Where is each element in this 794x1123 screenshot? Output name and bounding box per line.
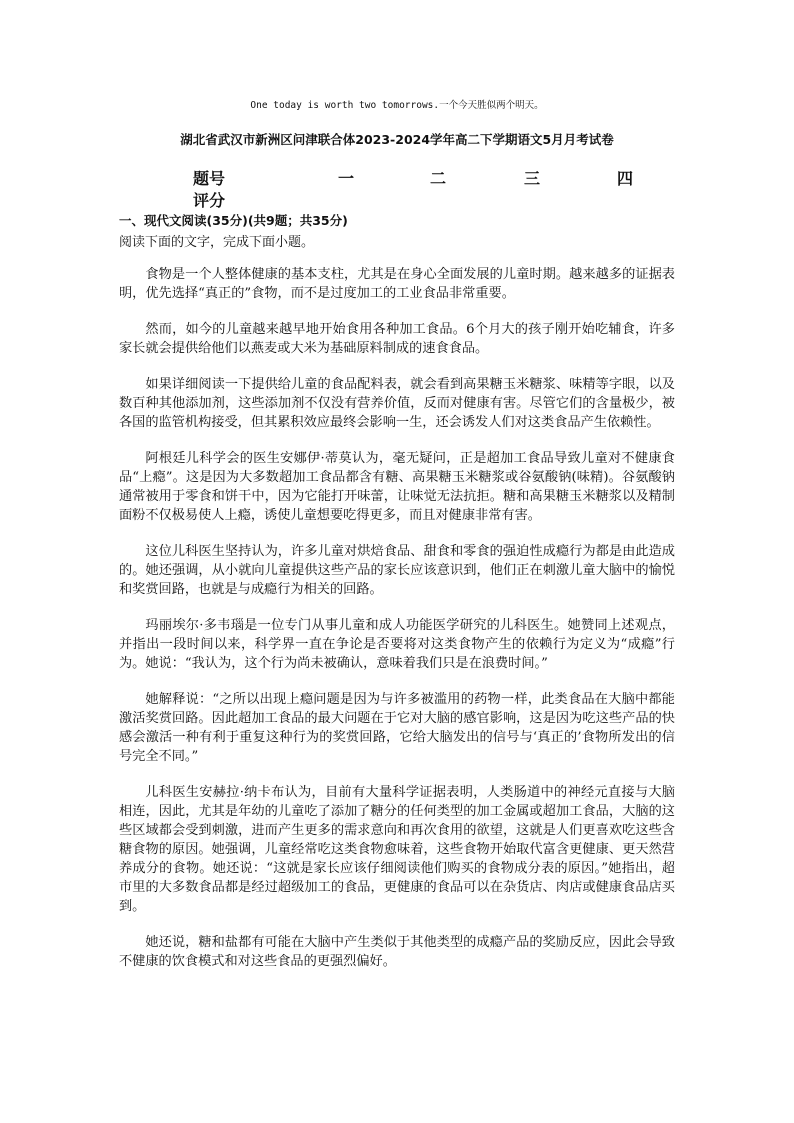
paragraph: 阿根廷儿科学会的医生安娜伊·蒂莫认为，毫无疑问，正是超加工食品导致儿童对不健康食品“上瘾”。这是因为大多数超加工食品都含有糖、高果糖玉米糖浆或谷氨酸钠(味精)。谷氨酸钠通常被用于零食和饼干中，因为它能打开味蕾，让味觉无法抗拒。糖和高果糖玉米糖浆以及精制面粉不仅极易使人上瘾，诱使儿童想要吃得更多，而且对健康非常有害。: [119, 451, 675, 523]
score-table-header-row: [193, 166, 643, 188]
paragraph: 她解释说：“之所以出现上瘾问题是因为与许多被滥用的药物一样，此类食品在大脑中都能激活奖赏回路。因此超加工食品的最大问题在于它对大脑的感官影响，这是因为吃这些产品的快感会激活一种有利于重复这种行为的奖赏回路，它给大脑发出的信号与‘真正的’食物所发出的信号完全不同。”: [119, 692, 675, 764]
score-table-score-row: [193, 188, 643, 210]
paragraph: 玛丽埃尔·多韦瑙是一位专门从事儿童和成人功能医学研究的儿科医生。她赞同上述观点，并指出一段时间以来，科学界一直在争论是否要将对这类食物产生的依赖行为定义为“成瘾”行为。她说：“我认为，这个行为尚未被确认，意味着我们只是在浪费时间。”: [119, 618, 675, 671]
paragraph: 然而，如今的儿童越来越早地开始食用各种加工食品。6个月大的孩子刚开始吃辅食，许多家长就会提供给他们以燕麦或大米为基础原料制成的速食食品。: [119, 322, 675, 356]
paragraph: 儿科医生安赫拉·纳卡布认为，目前有大量科学证据表明，人类肠道中的神经元直接与大脑相连，因此，尤其是年幼的儿童吃了添加了糖分的任何类型的加工金属或超加工食品，大脑的这些区域都会受到刺激，进而产生更多的需求意向和再次食用的欲望，这就是人们更喜欢吃这些含糖食物的原因。她强调，儿童经常吃这类食物愈味着，这些食物开始取代富含更健康、更天然营养成分的食物。她还说：“这就是家长应该仔细阅读他们购买的食物成分表的原因。”她指出，超市里的大多数食品都是经过超级加工的食品，更健康的食品可以在杂货店、肉店或健康食品店买到。: [119, 785, 675, 914]
score-col-3: 三: [524, 169, 541, 188]
score-row-label: 评分: [193, 191, 226, 210]
score-table: [193, 166, 643, 210]
score-col-1: 一: [338, 169, 355, 188]
paragraph: 这位儿科医生坚持认为，许多儿童对烘焙食品、甜食和零食的强迫性成瘾行为都是由此造成的。她还强调，从小就向儿童提供这些产品的家长应该意识到，他们正在刺激儿童大脑中的愉悦和奖赏回路，也就是与成瘾行为相关的回路。: [119, 544, 675, 597]
motto-line: One today is worth two tomorrows.一个今天胜似两个明天。: [250, 100, 544, 111]
score-col-4: 四: [617, 169, 634, 188]
exam-title: 湖北省武汉市新洲区问津联合体2023-2024学年高二下学期语文5月月考试卷: [180, 132, 614, 147]
section-heading: 一、现代文阅读(35分)(共9题；共35分): [119, 213, 348, 228]
paragraph: 食物是一个人整体健康的基本支柱，尤其是在身心全面发展的儿童时期。越来越多的证据表明，优先选择“真正的”食物，而不是过度加工的工业食品非常重要。: [119, 267, 675, 301]
score-col-2: 二: [430, 169, 447, 188]
paragraph: 她还说，糖和盐都有可能在大脑中产生类似于其他类型的成瘾产品的奖励反应，因此会导致不健康的饮食模式和对这些食品的更强烈偏好。: [119, 935, 675, 969]
score-col-label: 题号: [193, 169, 226, 188]
paragraph: 如果详细阅读一下提供给儿童的食品配料表，就会看到高果糖玉米糖浆、味精等字眼，以及数百种其他添加剂，这些添加剂不仅没有营养价值，反而对健康有害。尽管它们的含量极少，被各国的监管机构接受，但其累积效应最终会影响一生，还会诱发人们对这类食品产生依赖性。: [119, 377, 675, 430]
section-instruction: 阅读下面的文字，完成下面小题。: [119, 235, 315, 250]
reading-passage: [119, 265, 675, 988]
